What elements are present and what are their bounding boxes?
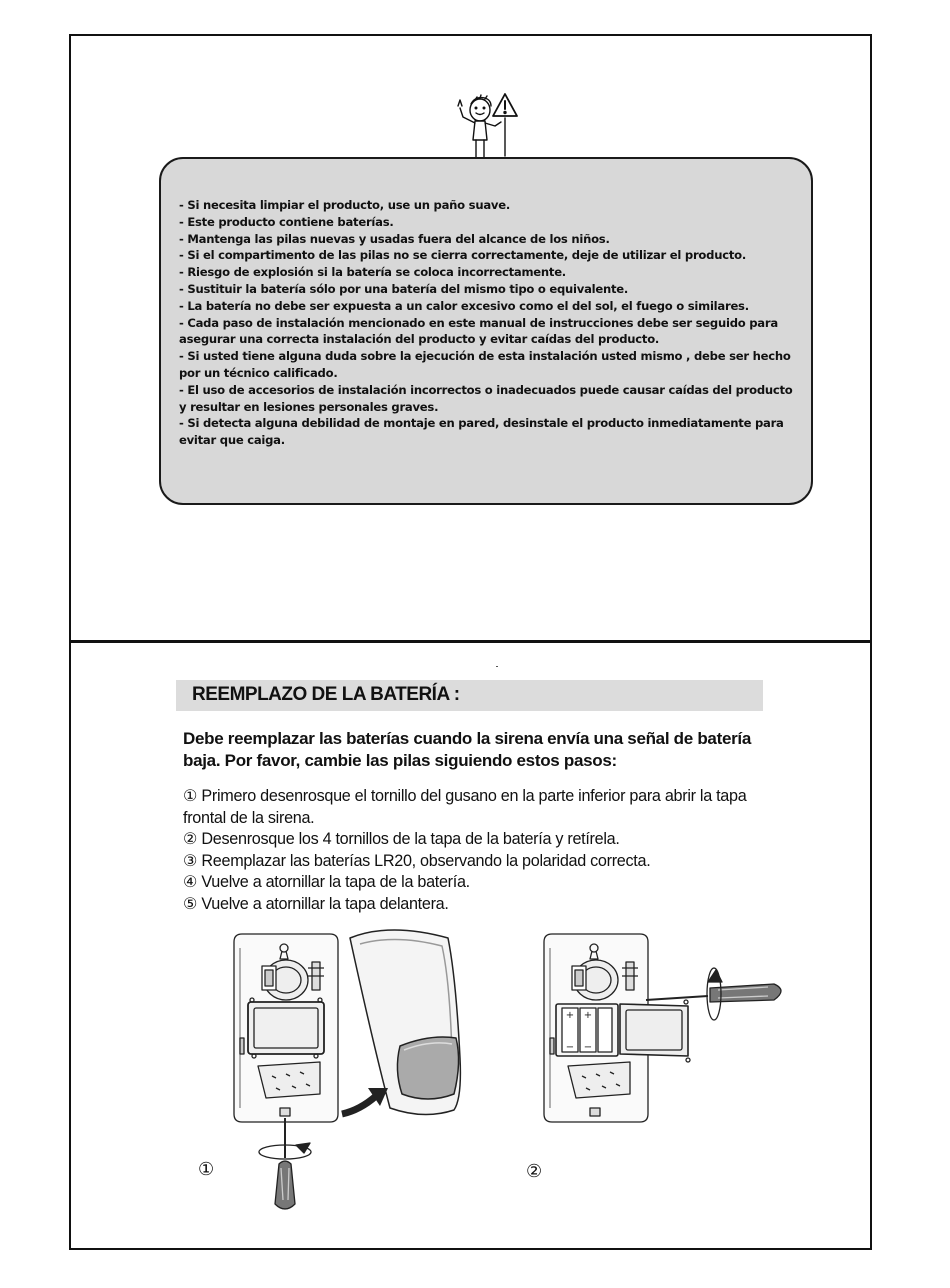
warning-item: - Riesgo de explosión si la batería se coloca incorrectamente. xyxy=(179,265,566,280)
figure-label-1: ① xyxy=(198,1159,215,1180)
figure-label-2: ② xyxy=(526,1161,543,1182)
step-item: ③ Reemplazar las baterías LR20, observando la polaridad correcta. xyxy=(183,851,651,870)
svg-text:+: + xyxy=(565,1010,575,1021)
svg-text:−: − xyxy=(565,1042,575,1053)
step-item: ② Desenrosque los 4 tornillos de la tapa de la batería y retírela. xyxy=(183,830,620,848)
svg-text:+: + xyxy=(583,1010,593,1021)
warning-item: - Sustituir la batería sólo por una batería del mismo tipo o equivalente. xyxy=(179,281,629,296)
step-item: ④ Vuelve a atornillar la tapa de la batería. xyxy=(183,873,470,891)
step-item: ⑤ Vuelve a atornillar la tapa delantera. xyxy=(183,894,449,913)
warning-list xyxy=(179,197,799,449)
warning-item: - Si necesita limpiar el producto, use un paño suave. xyxy=(179,198,510,212)
warning-item: - Si el compartimento de las pilas no se cierra correctamente, deje de utilizar el producto. xyxy=(179,248,746,263)
warning-item: - Si usted tiene alguna duda sobre la ejecución de esta instalación usted mismo , debe ser hecho por un técnico calificado. xyxy=(179,349,791,380)
step-item: ① Primero desenrosque el tornillo del gusano en la parte inferior para abrir la tapa frontal de la sirena. xyxy=(183,787,747,827)
siren-open-cover-illustration xyxy=(228,928,478,1228)
steps-list xyxy=(183,786,783,915)
section-header xyxy=(176,680,763,711)
intro-text: Debe reemplazar las baterías cuando la sirena envía una señal de batería baja. Por favor, cambie las pilas siguiendo estos pasos: xyxy=(183,729,751,770)
speck xyxy=(496,666,498,667)
warning-item: - Mantenga las pilas nuevas y usadas fuera del alcance de los niños. xyxy=(179,231,610,246)
warning-item: - La batería no debe ser expuesta a un calor excesivo como el del sol, el fuego o similares. xyxy=(179,298,749,313)
svg-text:−: − xyxy=(583,1042,593,1053)
warning-item: - El uso de accesorios de instalación incorrectos o inadecuados puede causar caídas del producto y resultar en lesiones personales graves. xyxy=(179,382,793,414)
warning-box xyxy=(159,157,813,505)
section-title: REEMPLAZO DE LA BATERÍA : xyxy=(192,684,460,705)
warning-item: - Este producto contiene baterías. xyxy=(179,214,394,229)
warning-item: - Si detecta alguna debilidad de montaje en pared, desinstale el producto inmediatamente para evitar que caiga. xyxy=(179,416,784,448)
battery-cover-removed-illustration xyxy=(538,928,803,1128)
warning-item: - Cada paso de instalación mencionado en este manual de instrucciones debe ser seguido para asegurar una correcta instalación del producto y evitar caídas del producto. xyxy=(179,315,778,347)
